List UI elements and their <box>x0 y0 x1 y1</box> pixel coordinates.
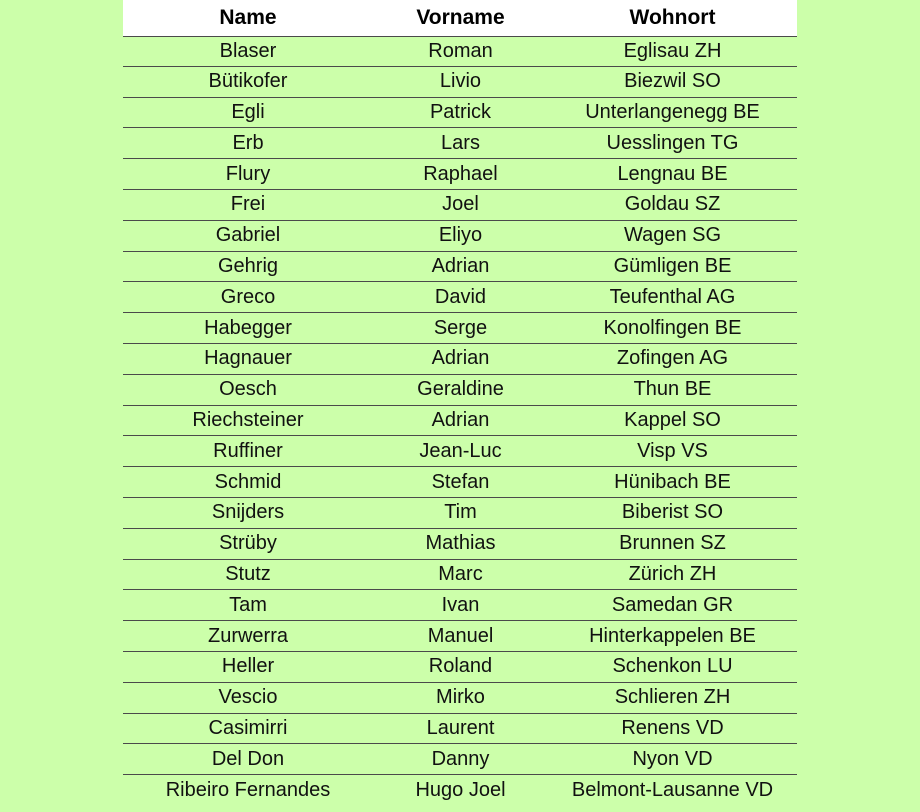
table-row <box>123 652 797 683</box>
wohnort-cell: Samedan GR <box>611 593 734 616</box>
name-cell: Gehrig <box>217 254 279 277</box>
vorname-cell: Adrian <box>431 347 490 370</box>
vorname-cell: Hugo Joel <box>415 779 506 802</box>
header-vorname: Vorname <box>416 6 505 29</box>
name-cell: Ribeiro Fernandes <box>165 779 331 802</box>
wohnort-cell: Schlieren ZH <box>614 686 731 709</box>
wohnort-cell: Eglisau ZH <box>623 39 722 62</box>
vorname-cell: Tim <box>444 501 477 524</box>
table-row <box>123 775 797 806</box>
wohnort-cell: Hinterkappelen BE <box>589 624 756 647</box>
people-table <box>123 0 797 806</box>
table-body <box>123 36 797 806</box>
wohnort-cell: Hünibach BE <box>614 470 731 493</box>
vorname-cell: Laurent <box>426 716 495 739</box>
name-cell: Vescio <box>218 686 278 709</box>
vorname-cell: Adrian <box>431 408 490 431</box>
vorname-cell: Stefan <box>431 470 490 493</box>
name-cell: Gabriel <box>215 224 281 247</box>
wohnort-cell: Goldau SZ <box>624 193 721 216</box>
wohnort-cell: Lengnau BE <box>617 162 728 185</box>
wohnort-cell: Thun BE <box>633 378 712 401</box>
vorname-cell: Livio <box>439 70 482 93</box>
name-cell: Hagnauer <box>204 347 292 370</box>
header-name: Name <box>219 6 277 29</box>
table-row <box>123 313 797 344</box>
wohnort-cell: Biberist SO <box>621 501 724 524</box>
name-cell: Flury <box>225 162 271 185</box>
table-row <box>123 159 797 190</box>
table-row <box>123 128 797 159</box>
header-wohnort: Wohnort <box>629 6 716 29</box>
table-row <box>123 436 797 467</box>
table-row <box>123 98 797 129</box>
table-header <box>123 0 797 36</box>
table-row <box>123 744 797 775</box>
name-cell: Schmid <box>214 470 282 493</box>
table-row <box>123 406 797 437</box>
wohnort-cell: Teufenthal AG <box>609 285 736 308</box>
wohnort-cell: Zürich ZH <box>628 562 717 585</box>
name-cell: Snijders <box>211 501 285 524</box>
name-cell: Ruffiner <box>213 439 283 462</box>
vorname-cell: Marc <box>438 562 483 585</box>
wohnort-cell: Wagen SG <box>623 224 722 247</box>
vorname-cell: Geraldine <box>417 378 504 401</box>
name-cell: Casimirri <box>208 716 288 739</box>
vorname-cell: David <box>434 285 487 308</box>
wohnort-cell: Gümligen BE <box>613 254 732 277</box>
table-row <box>123 252 797 283</box>
vorname-cell: Roman <box>428 39 493 62</box>
name-cell: Frei <box>230 193 266 216</box>
table-row <box>123 529 797 560</box>
table-row <box>123 36 797 67</box>
table-row <box>123 683 797 714</box>
vorname-cell: Raphael <box>423 162 498 185</box>
table-row <box>123 375 797 406</box>
name-cell: Tam <box>229 593 267 616</box>
vorname-cell: Danny <box>431 747 490 770</box>
wohnort-cell: Zofingen AG <box>616 347 729 370</box>
vorname-cell: Eliyo <box>438 224 483 247</box>
table-row <box>123 714 797 745</box>
name-cell: Del Don <box>211 747 285 770</box>
table-row <box>123 621 797 652</box>
table-row <box>123 498 797 529</box>
name-cell: Stutz <box>225 562 271 585</box>
wohnort-cell: Belmont-Lausanne VD <box>571 779 774 802</box>
vorname-cell: Adrian <box>431 254 490 277</box>
vorname-cell: Lars <box>441 131 480 154</box>
vorname-cell: Mirko <box>436 686 485 709</box>
table-row <box>123 190 797 221</box>
wohnort-cell: Visp VS <box>637 439 708 462</box>
vorname-cell: Manuel <box>427 624 494 647</box>
name-cell: Zurwerra <box>207 624 288 647</box>
table-row <box>123 282 797 313</box>
name-cell: Bütikofer <box>208 70 288 93</box>
name-cell: Strüby <box>219 532 277 555</box>
vorname-cell: Jean-Luc <box>419 439 502 462</box>
wohnort-cell: Kappel SO <box>624 408 721 431</box>
wohnort-cell: Schenkon LU <box>612 655 733 678</box>
table-row <box>123 590 797 621</box>
table-row <box>123 67 797 98</box>
name-cell: Greco <box>220 285 276 308</box>
name-cell: Heller <box>221 655 275 678</box>
name-cell: Egli <box>231 100 265 123</box>
wohnort-cell: Uesslingen TG <box>606 131 739 154</box>
wohnort-cell: Unterlangenegg BE <box>585 100 760 123</box>
vorname-cell: Mathias <box>425 532 496 555</box>
name-cell: Habegger <box>204 316 292 339</box>
name-cell: Blaser <box>219 39 277 62</box>
wohnort-cell: Nyon VD <box>632 747 713 770</box>
table-row <box>123 467 797 498</box>
name-cell: Oesch <box>219 378 277 401</box>
wohnort-cell: Konolfingen BE <box>603 316 742 339</box>
vorname-cell: Serge <box>433 316 488 339</box>
vorname-cell: Roland <box>428 655 493 678</box>
table-row <box>123 221 797 252</box>
vorname-cell: Patrick <box>429 100 492 123</box>
table-row <box>123 344 797 375</box>
wohnort-cell: Biezwil SO <box>624 70 721 93</box>
wohnort-cell: Brunnen SZ <box>619 532 726 555</box>
wohnort-cell: Renens VD <box>621 716 724 739</box>
name-cell: Riechsteiner <box>192 408 304 431</box>
vorname-cell: Ivan <box>441 593 480 616</box>
table-row <box>123 560 797 591</box>
vorname-cell: Joel <box>442 193 479 216</box>
name-cell: Erb <box>232 131 264 154</box>
